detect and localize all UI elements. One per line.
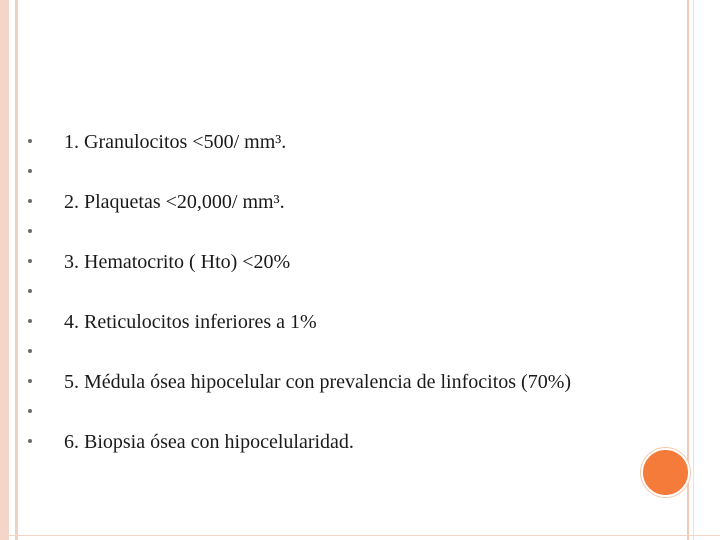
bullet-item-hematocrito bbox=[28, 250, 628, 274]
bullet-item-plaquetas bbox=[28, 190, 628, 214]
bullet-dot-icon bbox=[28, 319, 32, 323]
bullet-text: 6. Biopsia ósea con hipocelularidad. bbox=[64, 431, 354, 453]
bullet-dot-icon bbox=[28, 259, 32, 263]
bullet-item-empty bbox=[28, 400, 628, 424]
bullet-dot-icon bbox=[28, 349, 32, 353]
bullet-item-empty bbox=[28, 220, 628, 244]
bullet-dot-icon bbox=[28, 439, 32, 443]
bullet-dot-icon bbox=[28, 379, 32, 383]
bullet-dot-icon bbox=[28, 289, 32, 293]
bullet-text: 1. Granulocitos <500/ mm³. bbox=[64, 131, 287, 153]
bullet-item-reticulocitos bbox=[28, 310, 628, 334]
bullet-dot-icon bbox=[28, 409, 32, 413]
bullet-text: 5. Médula ósea hipocelular con prevalencia de linfocitos (70%) bbox=[64, 371, 572, 393]
bullet-dot-icon bbox=[28, 169, 32, 173]
bullet-item-empty bbox=[28, 340, 628, 364]
bullet-dot-icon bbox=[28, 139, 32, 143]
bullet-item-granulocitos bbox=[28, 130, 628, 154]
frame-left-band bbox=[0, 0, 9, 540]
bullet-text: 4. Reticulocitos inferiores a 1% bbox=[64, 311, 317, 333]
bullet-item-empty bbox=[28, 160, 628, 184]
bullet-dot-icon bbox=[28, 229, 32, 233]
bullet-text: 3. Hematocrito ( Hto) <20% bbox=[64, 251, 291, 273]
frame-bottom-line bbox=[0, 535, 720, 536]
bullet-dot-icon bbox=[28, 199, 32, 203]
bullet-item-medula bbox=[28, 370, 628, 394]
bullet-list bbox=[28, 130, 628, 460]
frame-right-line-secondary bbox=[693, 0, 694, 540]
bullet-text: 2. Plaquetas <20,000/ mm³. bbox=[64, 191, 285, 213]
accent-circle-decoration bbox=[641, 448, 690, 497]
bullet-item-empty bbox=[28, 280, 628, 304]
bullet-item-biopsia bbox=[28, 430, 628, 454]
frame-left-inner-line bbox=[15, 0, 18, 540]
frame-right-line bbox=[687, 0, 689, 540]
